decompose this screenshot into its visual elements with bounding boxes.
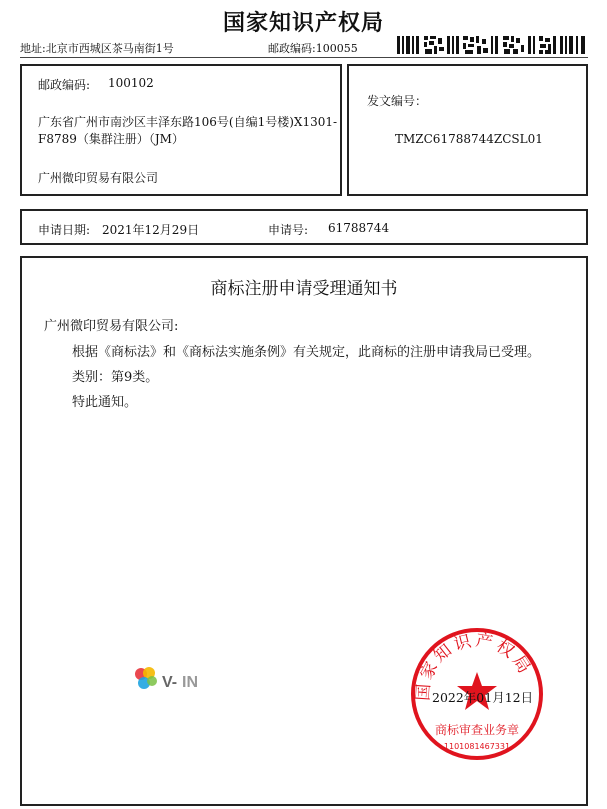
svg-text:商标审查业务章: 商标审查业务章 [434, 723, 520, 737]
svg-text:V-: V- [162, 674, 178, 691]
issue-date: 2022年01月12日 [432, 690, 534, 705]
office-postal-code: 邮政编码:100055 [268, 42, 358, 55]
recipient-company: 广州微印贸易有限公司 [38, 171, 159, 185]
notice-addressee: 广州微印贸易有限公司: [44, 319, 179, 334]
application-date: 2021年12月29日 [102, 223, 200, 237]
svg-text:国家知识产权局: 国家知识产权局 [413, 630, 536, 702]
v-in-logo [132, 664, 208, 696]
recipient-box [20, 64, 342, 196]
recipient-postal-code: 100102 [108, 76, 154, 90]
svg-text:IN: IN [182, 674, 198, 691]
notice-body-line-3: 特此通知。 [72, 395, 138, 410]
document-number-label: 发文编号： [367, 94, 428, 108]
barcode-image [397, 36, 587, 54]
notice-body-line-2: 类别：第9类。 [72, 370, 159, 385]
recipient-address: 广东省广州市南沙区丰泽东路106号(自编1号楼)X1301-F8789（集群注册）（JM） [38, 115, 338, 146]
document-number-value: TMZC61788744ZCSL01 [395, 132, 543, 146]
notice-title: 商标注册申请受理通知书 [210, 279, 398, 299]
application-date-label: 申请日期: [38, 223, 91, 237]
recipient-postal-label: 邮政编码: [38, 78, 91, 92]
application-info-box [20, 209, 588, 245]
office-address: 地址:北京市西城区茶马南街1号 [20, 42, 174, 55]
document-number-box [347, 64, 588, 196]
application-number: 61788744 [328, 221, 390, 235]
notice-body-line-1: 根据《商标法》和《商标法实施条例》有关规定，此商标的注册申请我局已受理。 [72, 345, 541, 360]
svg-text:1101081467331: 1101081467331 [443, 742, 511, 751]
application-number-label: 申请号: [268, 223, 309, 237]
header-divider [20, 57, 588, 58]
office-title: 国家知识产权局 [222, 10, 384, 36]
